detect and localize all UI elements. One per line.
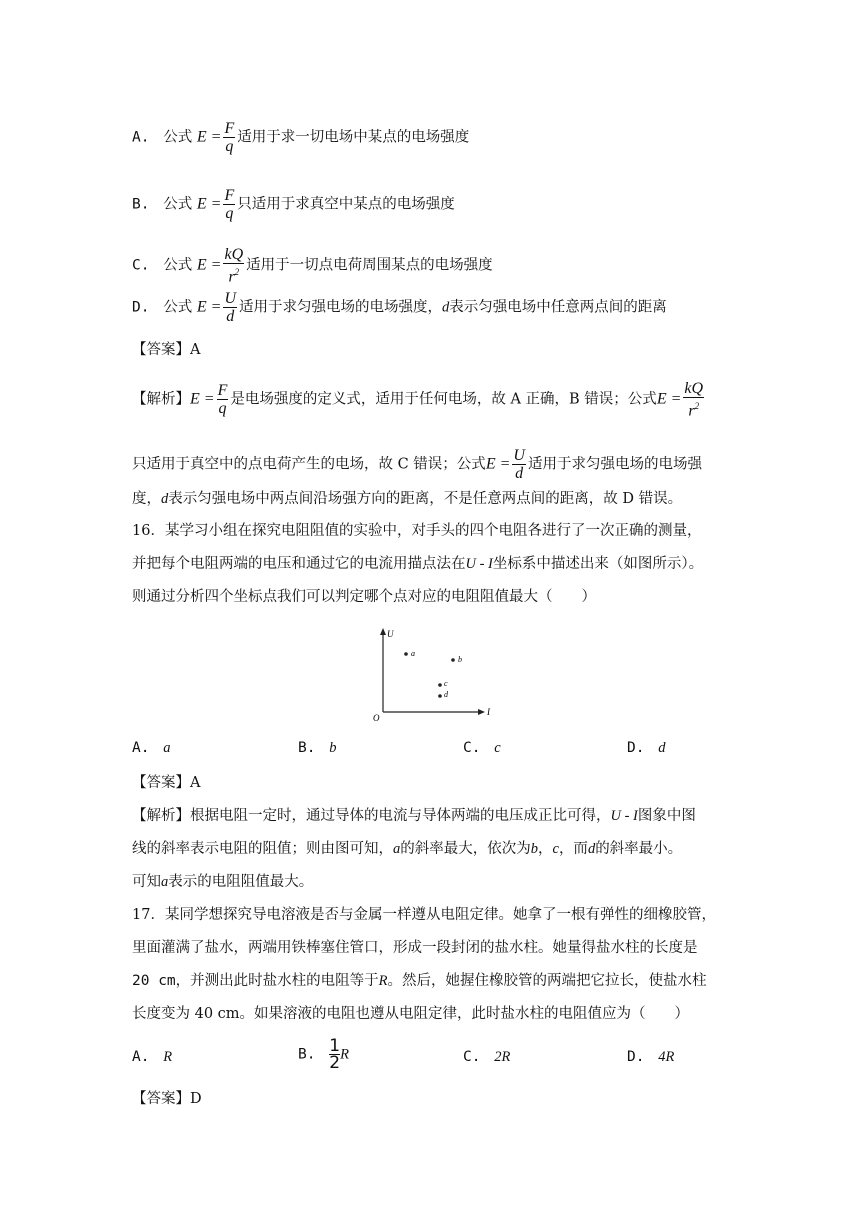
q15-analysis-line-2: 只适用于真空中的点电荷产生的电场，故 C 错误；公式E = $\frac{U}{d}$ 适用于求匀强电场的电场强 bbox=[132, 447, 702, 482]
q17-answer: 【答案】D bbox=[132, 1091, 202, 1107]
u-i-graph bbox=[368, 624, 498, 724]
option-label: C. bbox=[132, 257, 150, 274]
numerator: U bbox=[224, 290, 237, 307]
option-text: 适用于一切点电荷周围某点的电场强度 bbox=[246, 257, 493, 274]
option-label: D. bbox=[132, 299, 150, 316]
i-axis-arrow bbox=[478, 709, 485, 715]
fraction bbox=[223, 120, 235, 155]
q16-option-b[interactable]: B. b bbox=[298, 740, 337, 756]
q17-option-b[interactable]: B. $\frac{1}{2}$ R bbox=[298, 1036, 349, 1073]
option-text-2: 表示匀强电场中任意两点间的距离 bbox=[449, 299, 667, 316]
denominator: q bbox=[225, 138, 234, 155]
numerator: kQ bbox=[224, 246, 244, 263]
formula-lhs: E = bbox=[196, 195, 222, 213]
point-c bbox=[438, 683, 442, 687]
q15-analysis-line-3: 度，d表示匀强电场中两点间沿场强方向的距离，不是任意两点间的距离，故 D 错误。 bbox=[132, 491, 683, 507]
q17-stem-line-4: 长度变为 40 cm。如果溶液的电阻也遵从电阻定律，此时盐水柱的电阻值应为（ ） bbox=[132, 1006, 690, 1022]
point-a bbox=[404, 652, 408, 656]
point-b bbox=[451, 658, 455, 662]
formula-prefix: 公式 bbox=[163, 196, 193, 213]
point-d bbox=[438, 694, 442, 698]
option-label: A. bbox=[132, 129, 150, 146]
q15-option-c[interactable] bbox=[132, 246, 493, 285]
q17-option-c[interactable]: C. 2R bbox=[463, 1049, 511, 1065]
q16-stem-line-2: 并把每个电阻两端的电压和通过它的电流用描点法在U - I坐标系中描述出来（如图所示）。 bbox=[132, 556, 704, 572]
q16-stem-line-1: 16．某学习小组在探究电阻阻值的实验中，对手头的四个电阻各进行了一次正确的测量， bbox=[132, 523, 702, 539]
numerator: F bbox=[224, 187, 235, 204]
option-text: 适用于求匀强电场的电场强度， bbox=[239, 299, 443, 316]
variable: d bbox=[442, 299, 450, 316]
q17-stem-line-3: 20 cm，并测出此时盐水柱的电阻等于R。然后，她握住橡胶管的两端把它拉长，使盐水柱 bbox=[132, 973, 707, 989]
point-b-label: b bbox=[458, 655, 462, 664]
formula-prefix: 公式 bbox=[163, 257, 193, 274]
formula-lhs: E = bbox=[196, 298, 222, 316]
numerator: F bbox=[224, 120, 235, 137]
u-axis-label: U bbox=[387, 629, 394, 639]
option-text: 只适用于求真空中某点的电场强度 bbox=[237, 196, 455, 213]
i-axis-label: I bbox=[487, 707, 490, 717]
q15-analysis-line-1: 【解析】E = $\frac{F}{q}$ 是电场强度的定义式，适用于任何电场，故 A 正确，B 错误；公式E = $\frac{kQ}{r^2}$ bbox=[132, 380, 704, 420]
formula-prefix: 公式 bbox=[163, 129, 193, 146]
fraction: $\frac{U}{d}$ bbox=[513, 447, 525, 482]
point-c-label: c bbox=[444, 679, 448, 688]
option-label: B. bbox=[132, 196, 150, 213]
u-axis-arrow bbox=[380, 628, 386, 635]
fraction bbox=[223, 187, 235, 222]
fraction-one-half: $\frac{1}{2}$ bbox=[329, 1036, 341, 1073]
formula-lhs: E = bbox=[196, 256, 222, 274]
q16-analysis-line-1: 【解析】根据电阻一定时，通过导体的电流与导体两端的电压成正比可得，U - I图象中图 bbox=[132, 808, 696, 824]
q16-option-a[interactable]: A. a bbox=[132, 740, 171, 756]
q16-stem-line-3: 则通过分析四个坐标点我们可以判定哪个点对应的电阻阻值最大（ ） bbox=[132, 589, 596, 605]
q16-answer: 【答案】A bbox=[132, 775, 201, 791]
q15-option-b[interactable] bbox=[132, 187, 455, 222]
point-d-label: d bbox=[444, 690, 448, 699]
denominator: d bbox=[226, 308, 235, 325]
formula-lhs: E = bbox=[196, 128, 222, 146]
q15-option-a[interactable] bbox=[132, 120, 469, 155]
q17-stem-line-2: 里面灌满了盐水，两端用铁棒塞住管口，形成一段封闭的盐水柱。她量得盐水柱的长度是 bbox=[132, 940, 698, 956]
point-a-label: a bbox=[411, 649, 415, 658]
option-text: 适用于求一切电场中某点的电场强度 bbox=[237, 129, 470, 146]
q15-answer: 【答案】A bbox=[132, 342, 201, 358]
q17-stem-line-1: 17．某同学想探究导电溶液是否与金属一样遵从电阻定律。她拿了一根有弹性的细橡胶管， bbox=[132, 907, 716, 923]
fraction: $\frac{F}{q}$ bbox=[217, 382, 228, 418]
q16-option-c[interactable]: C. c bbox=[463, 740, 501, 756]
denominator: $r^2$ bbox=[228, 267, 240, 286]
q17-option-a[interactable]: A. R bbox=[132, 1049, 173, 1065]
fraction bbox=[223, 246, 244, 285]
fraction bbox=[223, 290, 237, 325]
q16-analysis-line-3: 可知a表示的电阻阻值最大。 bbox=[132, 874, 314, 890]
q15-option-d[interactable] bbox=[132, 290, 667, 325]
origin-label: O bbox=[373, 713, 380, 723]
fraction: $\frac{kQ}{r^2}$ bbox=[684, 380, 704, 420]
q16-analysis-line-2: 线的斜率表示电阻的阻值；则由图可知，a的斜率最大，依次为b，c，而d的斜率最小。 bbox=[132, 841, 683, 857]
formula-prefix: 公式 bbox=[163, 299, 193, 316]
q17-option-d[interactable]: D. 4R bbox=[627, 1049, 675, 1065]
denominator: q bbox=[225, 205, 234, 222]
q16-option-d[interactable]: D. d bbox=[627, 740, 666, 756]
